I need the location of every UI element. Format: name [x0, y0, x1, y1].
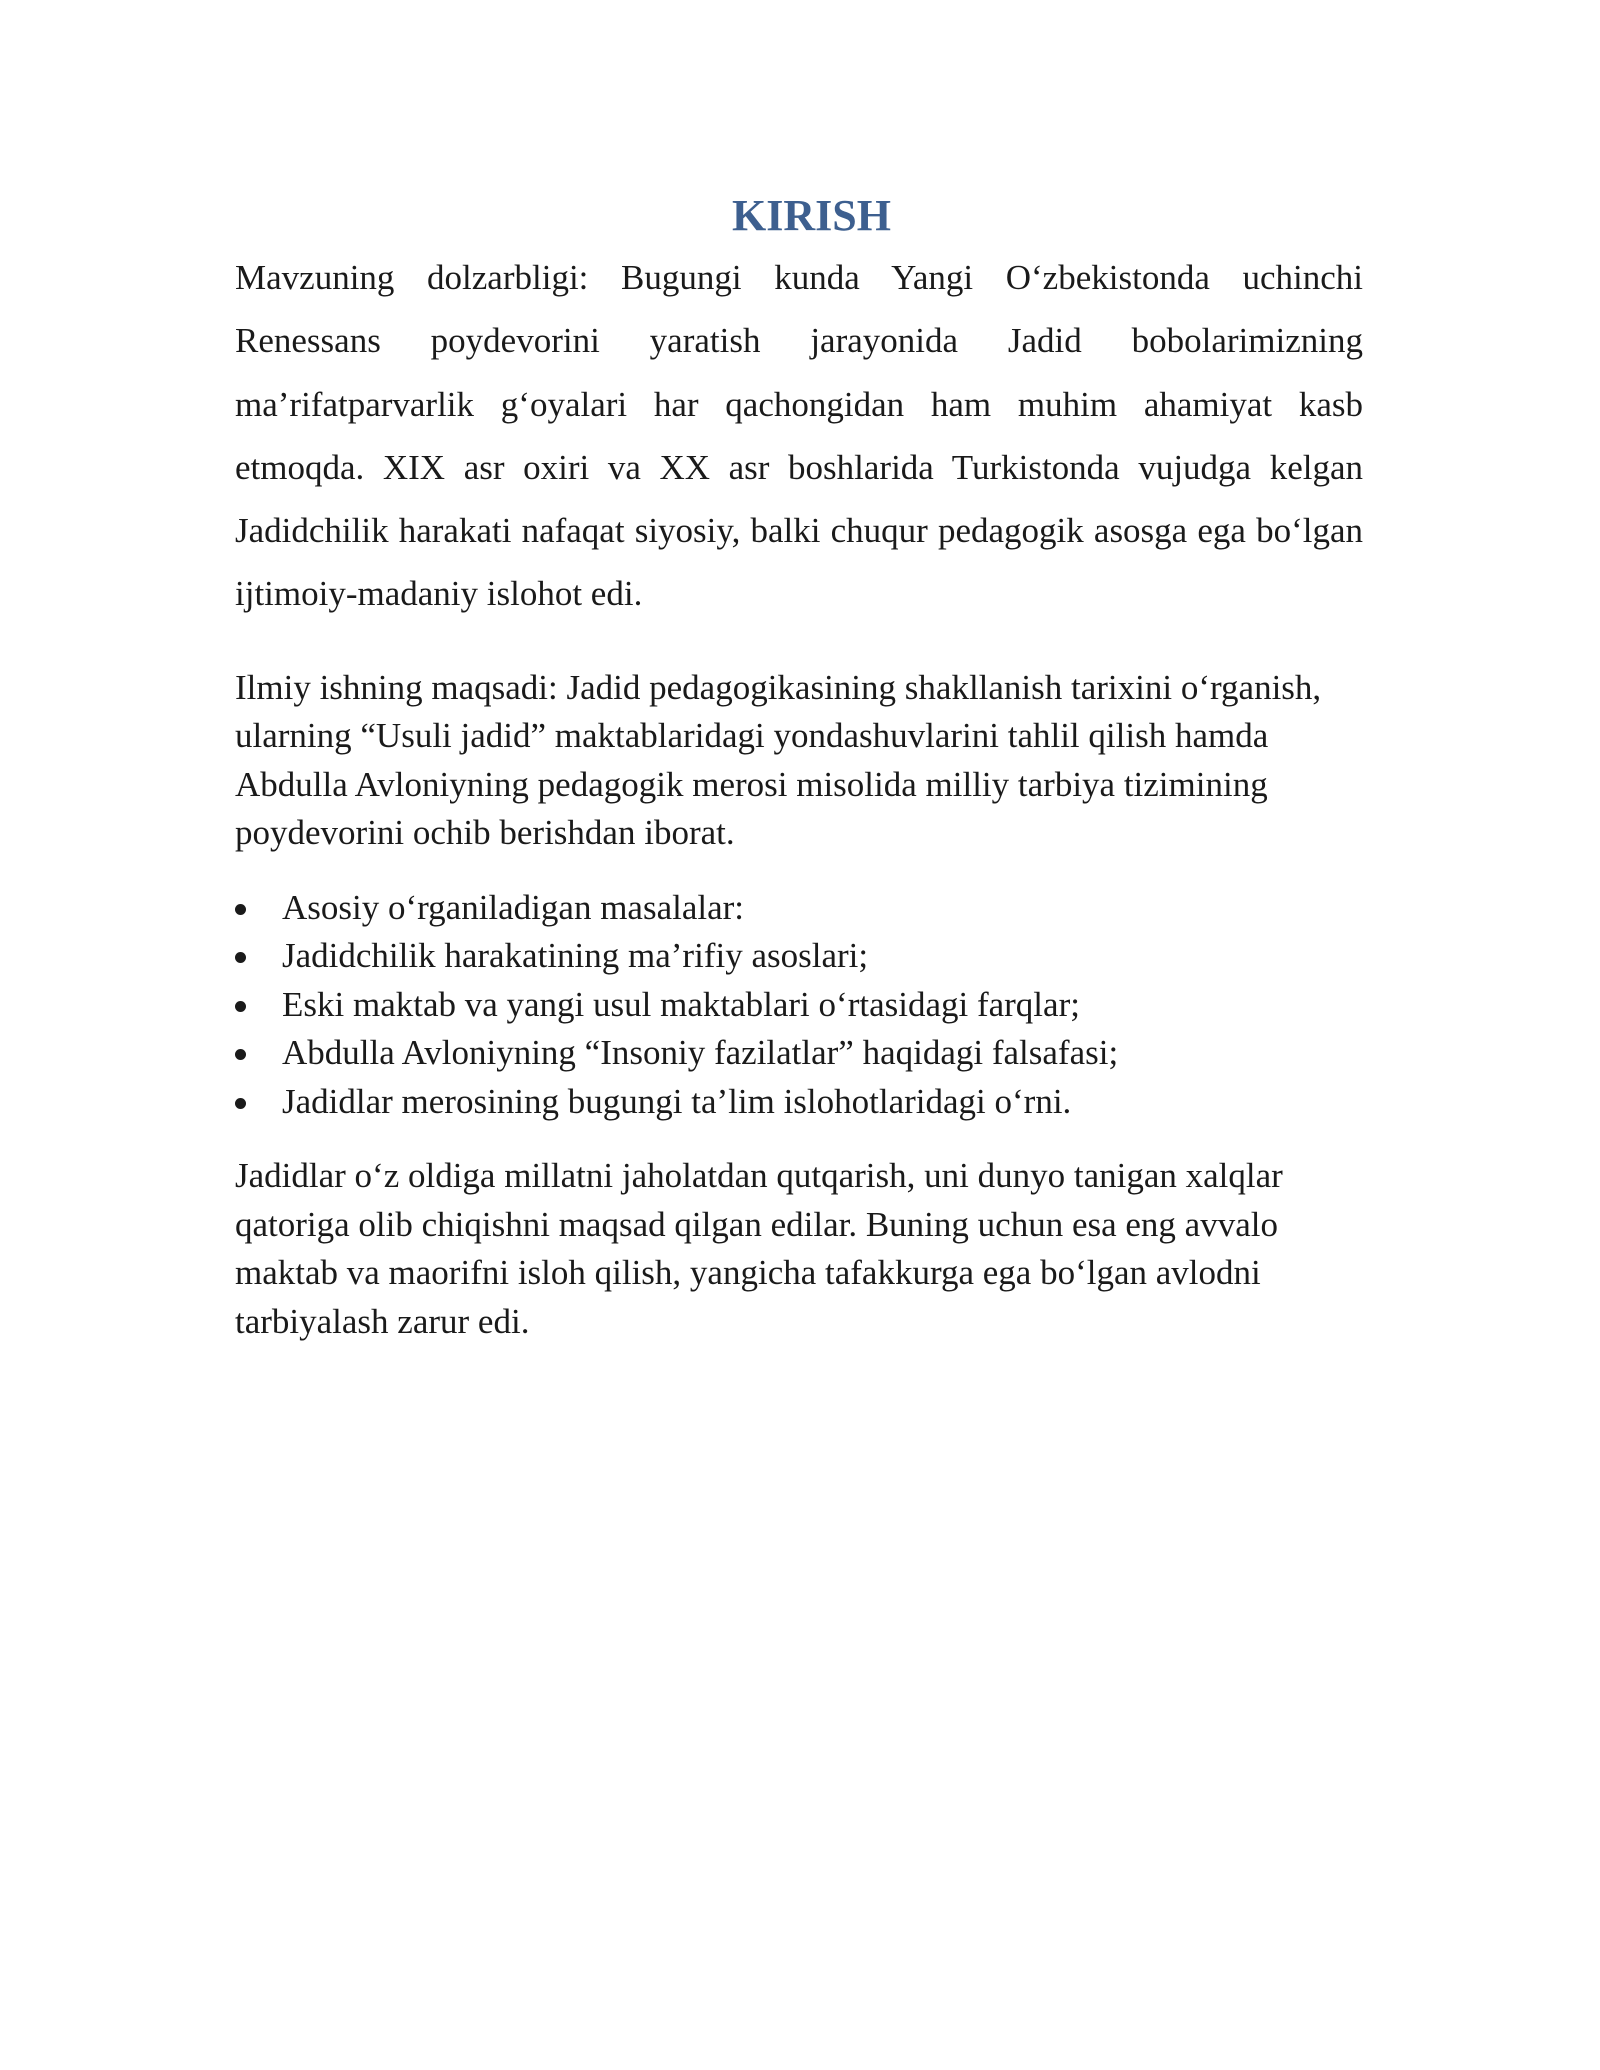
list-item	[235, 1078, 1363, 1127]
page-title: KIRISH	[732, 191, 891, 240]
list-item-text: Asosiy o‘rganiladigan masalalar:	[282, 887, 745, 927]
bullet-icon	[235, 952, 246, 963]
bullet-icon	[235, 1049, 246, 1060]
bullet-icon	[235, 904, 246, 915]
relevance-paragraph: Mavzuning dolzarbligi: Bugungi kunda Yangi O‘zbekistonda uchinchi Renessans poydevorini yaratish jarayonida Jadid bobolarimizning ma’rifatparvarlik g‘oyalari har qachongidan ham muhim ahamiyat kasb etmoqda. XIX asr oxiri va XX asr boshlarida Turkistonda vujudga kelgan Jadidchilik harakati nafaqat siyosiy, balki chuqur pedagogik asosga ega bo‘lgan ijtimoiy-madaniy islohot edi.	[235, 258, 1363, 614]
list-item-text: Jadidlar merosining bugungi ta’lim islohotlaridagi o‘rni.	[282, 1081, 1072, 1121]
bullet-icon	[235, 1001, 246, 1012]
list-item	[235, 1029, 1363, 1078]
bullet-list	[235, 884, 1363, 1127]
purpose-paragraph: Ilmiy ishning maqsadi: Jadid pedagogikasining shakllanish tarixini o‘rganish, ularning “Usuli jadid” maktablaridagi yondashuvlarini tahlil qilish hamda Abdulla Avloniyning pedagogik merosi misolida milliy tarbiya tizimining poydevorini ochib berishdan iborat.	[235, 667, 1322, 853]
list-item	[235, 884, 1363, 933]
list-item	[235, 932, 1363, 981]
page-content	[235, 186, 1363, 1346]
list-item-text: Eski maktab va yangi usul maktablari o‘rtasidagi farqlar;	[282, 984, 1080, 1024]
list-item-text: Jadidchilik harakatining ma’rifiy asoslari;	[282, 936, 869, 976]
list-item-text: Abdulla Avloniyning “Insoniy fazilatlar” haqidagi falsafasi;	[282, 1033, 1119, 1073]
closing-paragraph: Jadidlar o‘z oldiga millatni jaholatdan qutqarish, uni dunyo tanigan xalqlar qatoriga olib chiqishni maqsad qilgan edilar. Buning uchun esa eng avvalo maktab va maorifni isloh qilish, yangicha tafakkurga ega bo‘lgan avlodni tarbiyalash zarur edi.	[235, 1156, 1283, 1341]
bullet-icon	[235, 1098, 246, 1109]
list-item	[235, 981, 1363, 1030]
